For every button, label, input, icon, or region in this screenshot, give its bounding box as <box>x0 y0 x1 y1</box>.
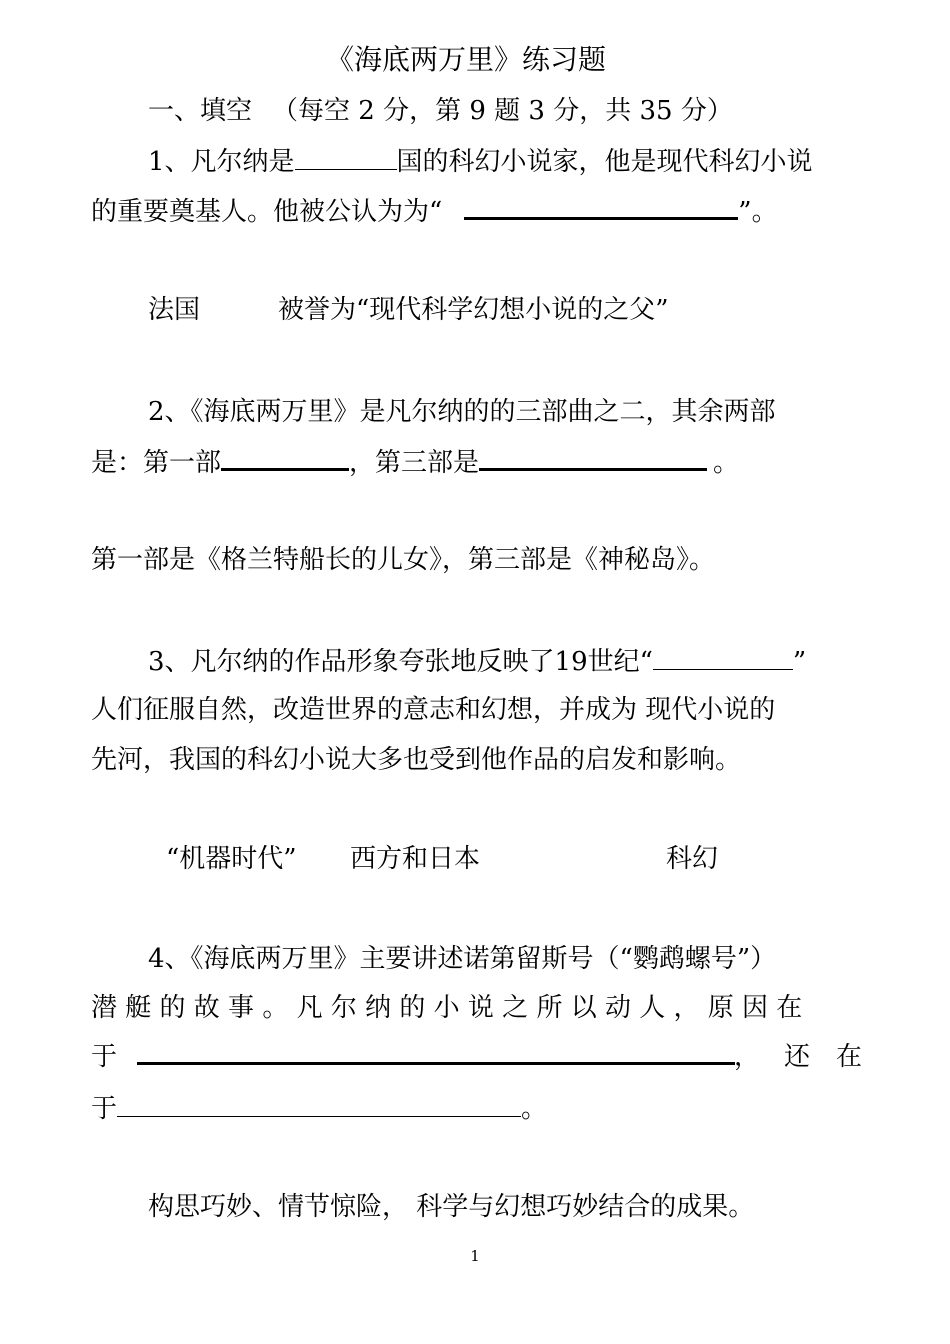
question-2-text: 。 <box>713 448 740 478</box>
blank-field[interactable] <box>479 450 707 471</box>
section-heading <box>148 94 733 128</box>
question-4-line-2: 潜 艇 的 故 事 。 凡 尔 纳 的 小 说 之 所 以 动 人 ， 原 因 在 <box>91 993 803 1023</box>
answer-2: 第一部是《格兰特船长的儿女》，第三部是《神秘岛》。 <box>91 545 716 575</box>
answer-3-region: 西方和日本 <box>350 844 481 874</box>
scoring-note: （每空 2 分，第 9 题 3 分，共 35 分） <box>272 96 733 126</box>
question-3-line-2: 人们征服自然，改造世界的意志和幻想，并成为 现代小说的 <box>91 695 776 725</box>
question-4-line-3-right: 还 在 <box>784 1042 863 1072</box>
question-4-line-4 <box>91 1092 547 1126</box>
question-1-text: 1、凡尔纳是 <box>148 147 295 177</box>
blank-field[interactable] <box>117 1098 521 1117</box>
page-number: 1 <box>470 1247 480 1265</box>
answer-3-era: “机器时代” <box>166 844 297 874</box>
question-3-text: 3、凡尔纳的作品形象夸张地反映了19世纪“ <box>148 647 653 677</box>
question-4-text: 于 <box>91 1094 118 1124</box>
question-1-text: 的重要奠基人。他被公认为为“ <box>91 197 443 227</box>
question-3-line-3: 先河，我国的科幻小说大多也受到他作品的启发和影响。 <box>91 745 742 775</box>
page-title: 《海底两万里》练习题 <box>326 43 607 76</box>
question-1-text: 国的科幻小说家，他是现代科幻小说 <box>396 147 813 177</box>
blank-field[interactable] <box>221 450 349 471</box>
question-2-line-2 <box>91 446 739 480</box>
question-2-text: 是：第一部 <box>91 448 222 478</box>
question-4-text: 于 <box>91 1042 118 1072</box>
blank-field[interactable] <box>653 651 793 670</box>
answer-4: 构思巧妙、情节惊险， 科学与幻想巧妙结合的成果。 <box>148 1192 755 1222</box>
question-1-line-1 <box>148 145 813 179</box>
section-label: 一、填空 <box>148 96 253 126</box>
answer-1-title: 被誉为“现代科学幻想小说的之父” <box>278 295 669 325</box>
question-1-line-2 <box>91 195 778 229</box>
question-4-line-1: 4、《海底两万里》主要讲述诺第留斯号（“鹦鹉螺号”） <box>148 944 777 974</box>
question-2-text: ，第三部是 <box>349 448 480 478</box>
question-3-text: ” <box>792 647 807 677</box>
answer-1-country: 法国 <box>148 295 201 325</box>
question-4-text: 。 <box>521 1094 548 1124</box>
blank-field[interactable] <box>137 1044 735 1065</box>
blank-field[interactable] <box>464 199 738 220</box>
question-2-line-1: 2、《海底两万里》是凡尔纳的的三部曲之二，其余两部 <box>148 397 776 427</box>
question-3-line-1 <box>148 645 806 679</box>
question-4-line-3 <box>91 1040 735 1074</box>
question-1-text: ”。 <box>738 197 778 227</box>
answer-3-genre: 科幻 <box>666 844 719 874</box>
blank-field[interactable] <box>295 151 397 170</box>
question-4-comma: ， <box>734 1042 761 1072</box>
